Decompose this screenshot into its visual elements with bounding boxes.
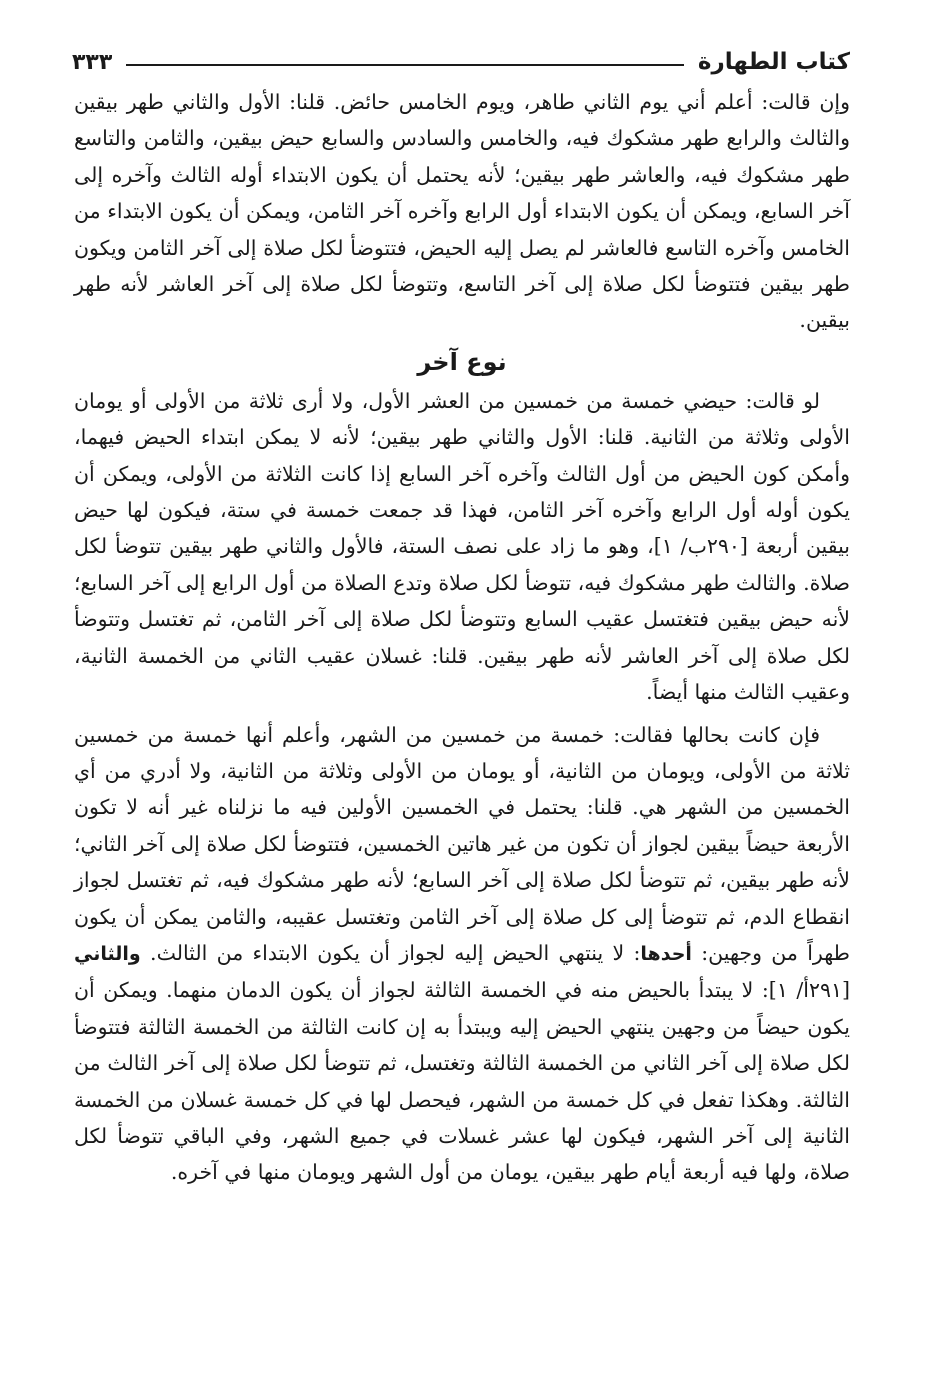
paragraph-3-part-a: فإن كانت بحالها فقالت: خمسة من خمسين من الشهر، وأعلم أنها خمسة من خمسين ثلاثة من الأولى، ويومان من الثانية، أو يومان من الأولى وثلاثة من الثانية، ولا أدري من أي الخمسين من الشهر هي. قلنا: يحتمل في الخمسين الأولين فيه ما نزلناه غير أنه لا تكون الأربعة حيضاً بيقين لجواز أن تكون من غير هاتين الخمسين، فتتوضأ لكل صلاة إلى آخر الثاني؛ لأنه طهر بيقين، ثم تتوضأ لكل صلاة إلى آخر السابع؛ لأنه طهر مشكوك فيه، ثم تغتسل لجواز انقطاع الدم، ثم تتوضأ إلى كل صلاة إلى آخر الثامن وتغتسل عقيبه، والثامن يمكن أن يكون طهراً من وجهين: — [74, 722, 850, 965]
paragraph-3-part-c: [٢٩١أ/ ١]: لا يبتدأ بالحيض منه في الخمسة الثالثة لجواز أن يكون الدمان منهما. ويمكن أن يكون حيضاً من وجهين ينتهي الحيض إليه ويبتدأ به إن كانت الثالثة من الخمسة الثالثة فتتوضأ لكل صلاة إلى آخر الثاني من الخمسة الثالثة وتغتسل، ثم تتوضأ لكل صلاة إلى آخر الثالث من الثالثة. وهكذا تفعل في كل خمسة من الشهر، فيحصل لها في كل خمسة غسلان من الخمسة الثانية إلى آخر الشهر، فيكون لها عشر غسلات في جميع الشهر، وفي الباقي تتوضأ لكل صلاة، ولها فيه أربعة أيام طهر بيقين، يومان من أول الشهر ويومان منها في آخره. — [74, 978, 851, 1185]
paragraph-1: وإن قالت: أعلم أني يوم الثاني طاهر، ويوم الخامس حائض. قلنا: الأول والثاني طهر بيقين والثالث والرابع طهر مشكوك فيه، والخامس والسادس والسابع حيض بيقين، والثامن والتاسع طهر مشكوك فيه، والعاشر طهر بيقين؛ لأنه يحتمل أن يكون الابتداء أوله الثالث وآخره إلى آخر السابع، ويمكن أن يكون الابتداء أول الرابع وآخره آخر الثامن، ويمكن أن يكون الابتداء من الخامس وآخره التاسع فالعاشر لم يصل إليه الحيض، فتتوضأ لكل صلاة إلى آخر الثامن ويكون طهر بيقين فتتوضأ لكل صلاة إلى آخر التاسع، وتتوضأ لكل صلاة إلى آخر العاشر لأنه طهر بيقين. — [74, 90, 850, 333]
header-rule — [126, 64, 684, 66]
book-title: كتاب الطهارة — [697, 49, 850, 75]
paragraph-3-part-b: : لا ينتهي الحيض إليه لجواز أن يكون الابتداء من الثالث. — [150, 940, 641, 965]
paragraph-3 — [74, 717, 850, 1191]
page-number: ٣٣٣ — [72, 50, 113, 75]
paragraph-2: لو قالت: حيضي خمسة من خمسين من العشر الأول، ولا أرى ثلاثة من الأولى أو يومان الأولى وثلاثة من الثانية. قلنا: الأول والثاني طهر بيقين؛ لأنه لا يمكن ابتداء الحيض فيهما، وأمكن كون الحيض من أول الثالث وآخره آخر السابع إذا كانت الثلاثة من الأولى، ويمكن أن يكون أوله أول الرابع وآخره آخر الثامن، فهذا قد جمعت خمسة في ستة، فيكون لها حيض بيقين أربعة [٢٩٠ب/ ١]، وهو ما زاد على نصف الستة، فالأول والثاني طهر بيقين تتوضأ لكل صلاة. والثالث طهر مشكوك فيه، تتوضأ لكل صلاة وتدع الصلاة من أول الرابع إلى آخر السابع؛ لأنه حيض بيقين فتغتسل عقيب السابع وتتوضأ لكل صلاة إلى آخر الثامن، ثم تغتسل وتتوضأ لكل صلاة إلى آخر العاشر لأنه طهر بيقين. قلنا: غسلان عقيب الثاني من الخمسة الثانية، وعقيب الثالث منها أيضاً. — [74, 388, 850, 705]
first-label: أحدها — [640, 942, 692, 965]
page-header — [72, 28, 850, 76]
page-body — [74, 84, 850, 1191]
second-label: والثاني — [74, 942, 141, 965]
section-heading: نوع آخر — [417, 347, 507, 376]
